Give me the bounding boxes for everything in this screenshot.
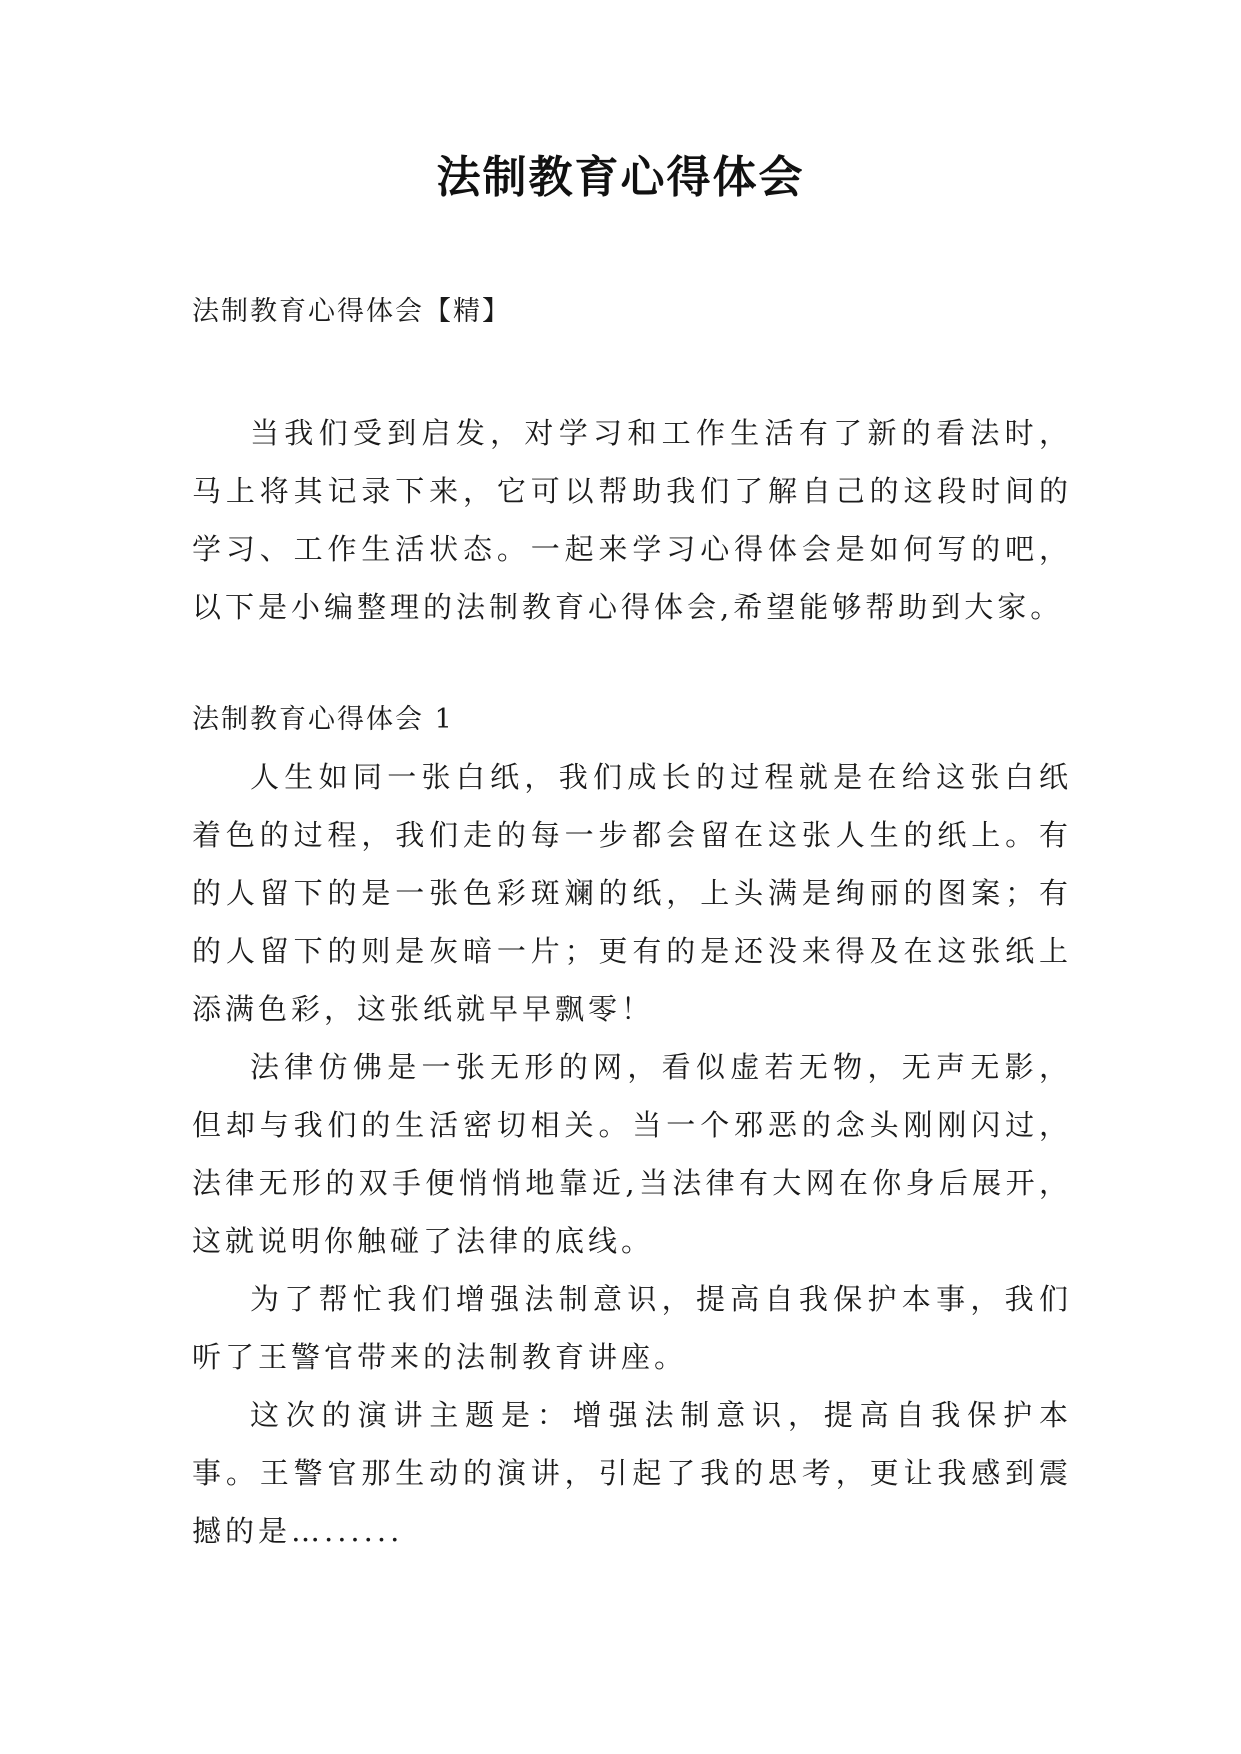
intro-paragraph: 当我们受到启发，对学习和工作生活有了新的看法时，马上将其记录下来，它可以帮助我们了解自己的这段时间的学习、工作生活状态。一起来学习心得体会是如何写的吧，以下是小编整理的法制教育心得体会,希望能够帮助到大家。 <box>192 416 1072 624</box>
body-paragraph: 人生如同一张白纸，我们成长的过程就是在给这张白纸着色的过程，我们走的每一步都会留在这张人生的纸上。有的人留下的是一张色彩斑斓的纸，上头满是绚丽的图案；有的人留下的则是灰暗一片；更有的是还没来得及在这张纸上添满色彩，这张纸就早早飘零！ <box>192 760 1072 1026</box>
section-heading: 法制教育心得体会 1 <box>192 704 454 735</box>
document-subtitle: 法制教育心得体会【精】 <box>192 296 511 327</box>
intro-block <box>192 404 1072 636</box>
body-paragraph: 为了帮忙我们增强法制意识，提高自我保护本事，我们听了王警官带来的法制教育讲座。 <box>192 1282 1072 1374</box>
body-paragraph: 法律仿佛是一张无形的网，看似虚若无物，无声无影，但却与我们的生活密切相关。当一个邪恶的念头刚刚闪过，法律无形的双手便悄悄地靠近,当法律有大网在你身后展开，这就说明你触碰了法律的底线。 <box>192 1050 1072 1258</box>
body-paragraph: 这次的演讲主题是：增强法制意识，提高自我保护本事。王警官那生动的演讲，引起了我的思考，更让我感到震撼的是…...... <box>192 1398 1072 1548</box>
section-body <box>192 748 1072 1560</box>
document-title: 法制教育心得体会 <box>436 152 805 203</box>
